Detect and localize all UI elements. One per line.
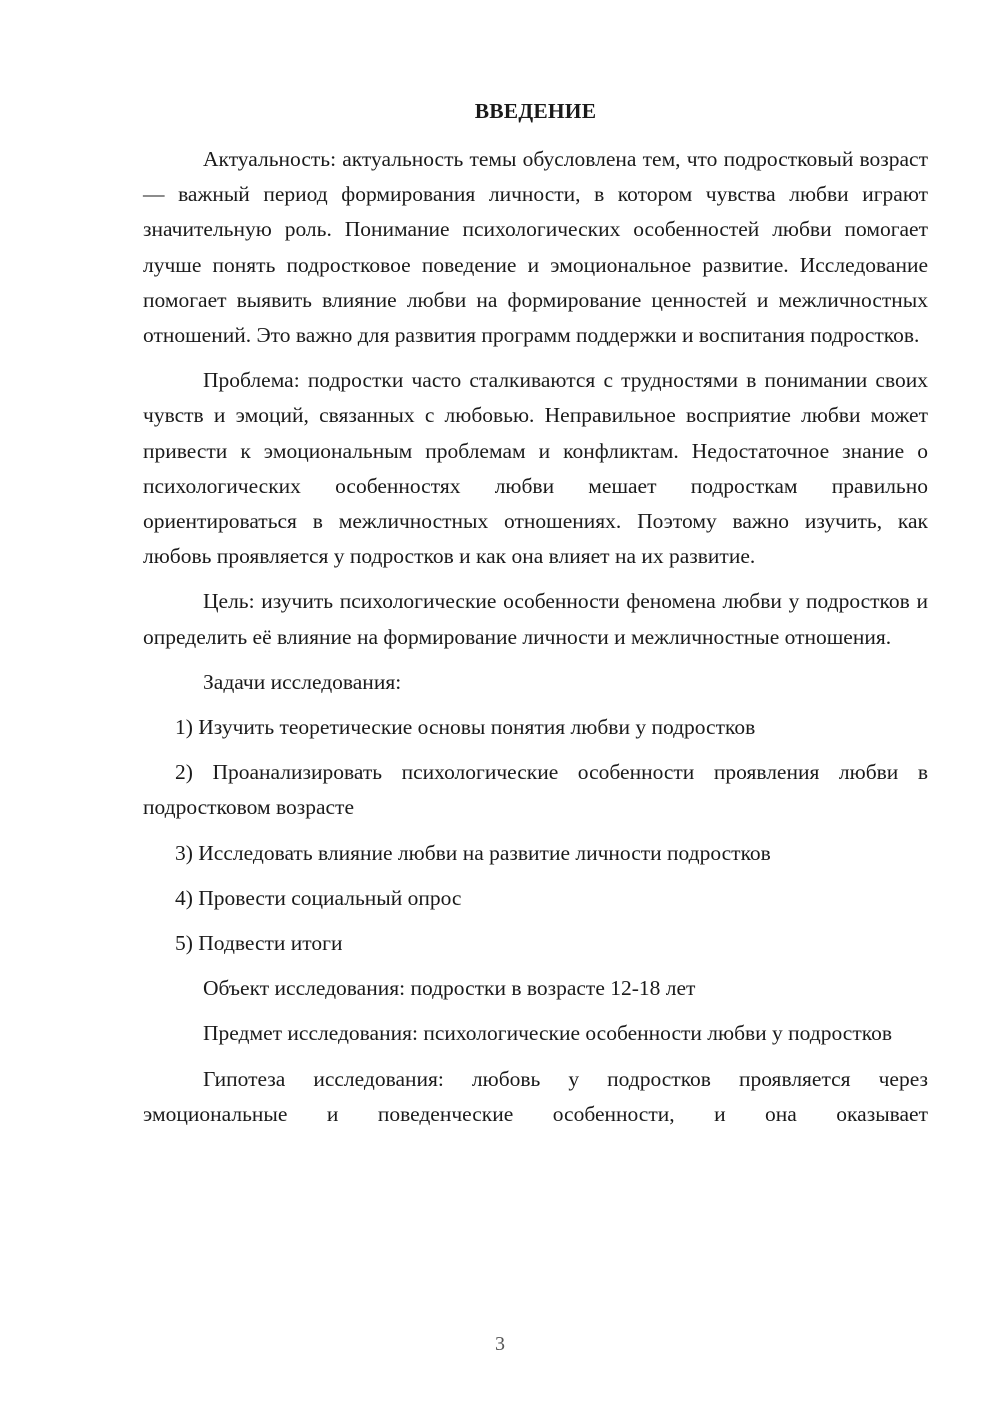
paragraph-hypothesis: Гипотеза исследования: любовь у подростков проявляется через эмоциональные и поведенческие особенности, и она оказывает: [143, 1066, 928, 1126]
task-item: 2) Проанализировать психологические особенности проявления любви в подростковом возрасте: [143, 760, 928, 820]
task-item: 4) Провести социальный опрос: [175, 885, 462, 910]
paragraph-problem: Проблема: подростки часто сталкиваются с трудностями в понимании своих чувств и эмоций, связанных с любовью. Неправильное восприятие любви может привести к эмоциональным проблемам и конфликтам. Недостаточное знание о психологических особенностях любви мешает подросткам правильно ориентироваться в межличностных отношениях. Поэтому важно изучить, как любовь проявляется у подростков и как она влияет на их развитие.: [143, 368, 928, 569]
paragraph-goal: Цель: изучить психологические особенности феномена любви у подростков и определить её влияние на формирование личности и межличностные отношения.: [143, 589, 928, 649]
task-item: 3) Исследовать влияние любви на развитие личности подростков: [175, 840, 771, 865]
paragraph-tasks-heading: Задачи исследования:: [203, 669, 402, 694]
paragraph-object: Объект исследования: подростки в возрасте 12-18 лет: [203, 976, 696, 1001]
paragraph-subject: Предмет исследования: психологические особенности любви у подростков: [203, 1021, 892, 1046]
section-title: ВВЕДЕНИЕ: [474, 99, 597, 123]
task-item: 5) Подвести итоги: [175, 931, 343, 956]
document-page: [143, 96, 928, 1142]
paragraph-relevance: Актуальность: актуальность темы обусловлена тем, что подростковый возраст — важный период формирования личности, в котором чувства любви играют значительную роль. Понимание психологических особенностей любви помогает лучше понять подростковое поведение и эмоциональное развитие. Исследование помогает выявить влияние любви на формирование ценностей и межличностных отношений. Это важно для развития программ поддержки и воспитания подростков.: [143, 147, 928, 348]
task-item: 1) Изучить теоретические основы понятия любви у подростков: [175, 715, 756, 740]
page-number: 3: [495, 1333, 505, 1355]
